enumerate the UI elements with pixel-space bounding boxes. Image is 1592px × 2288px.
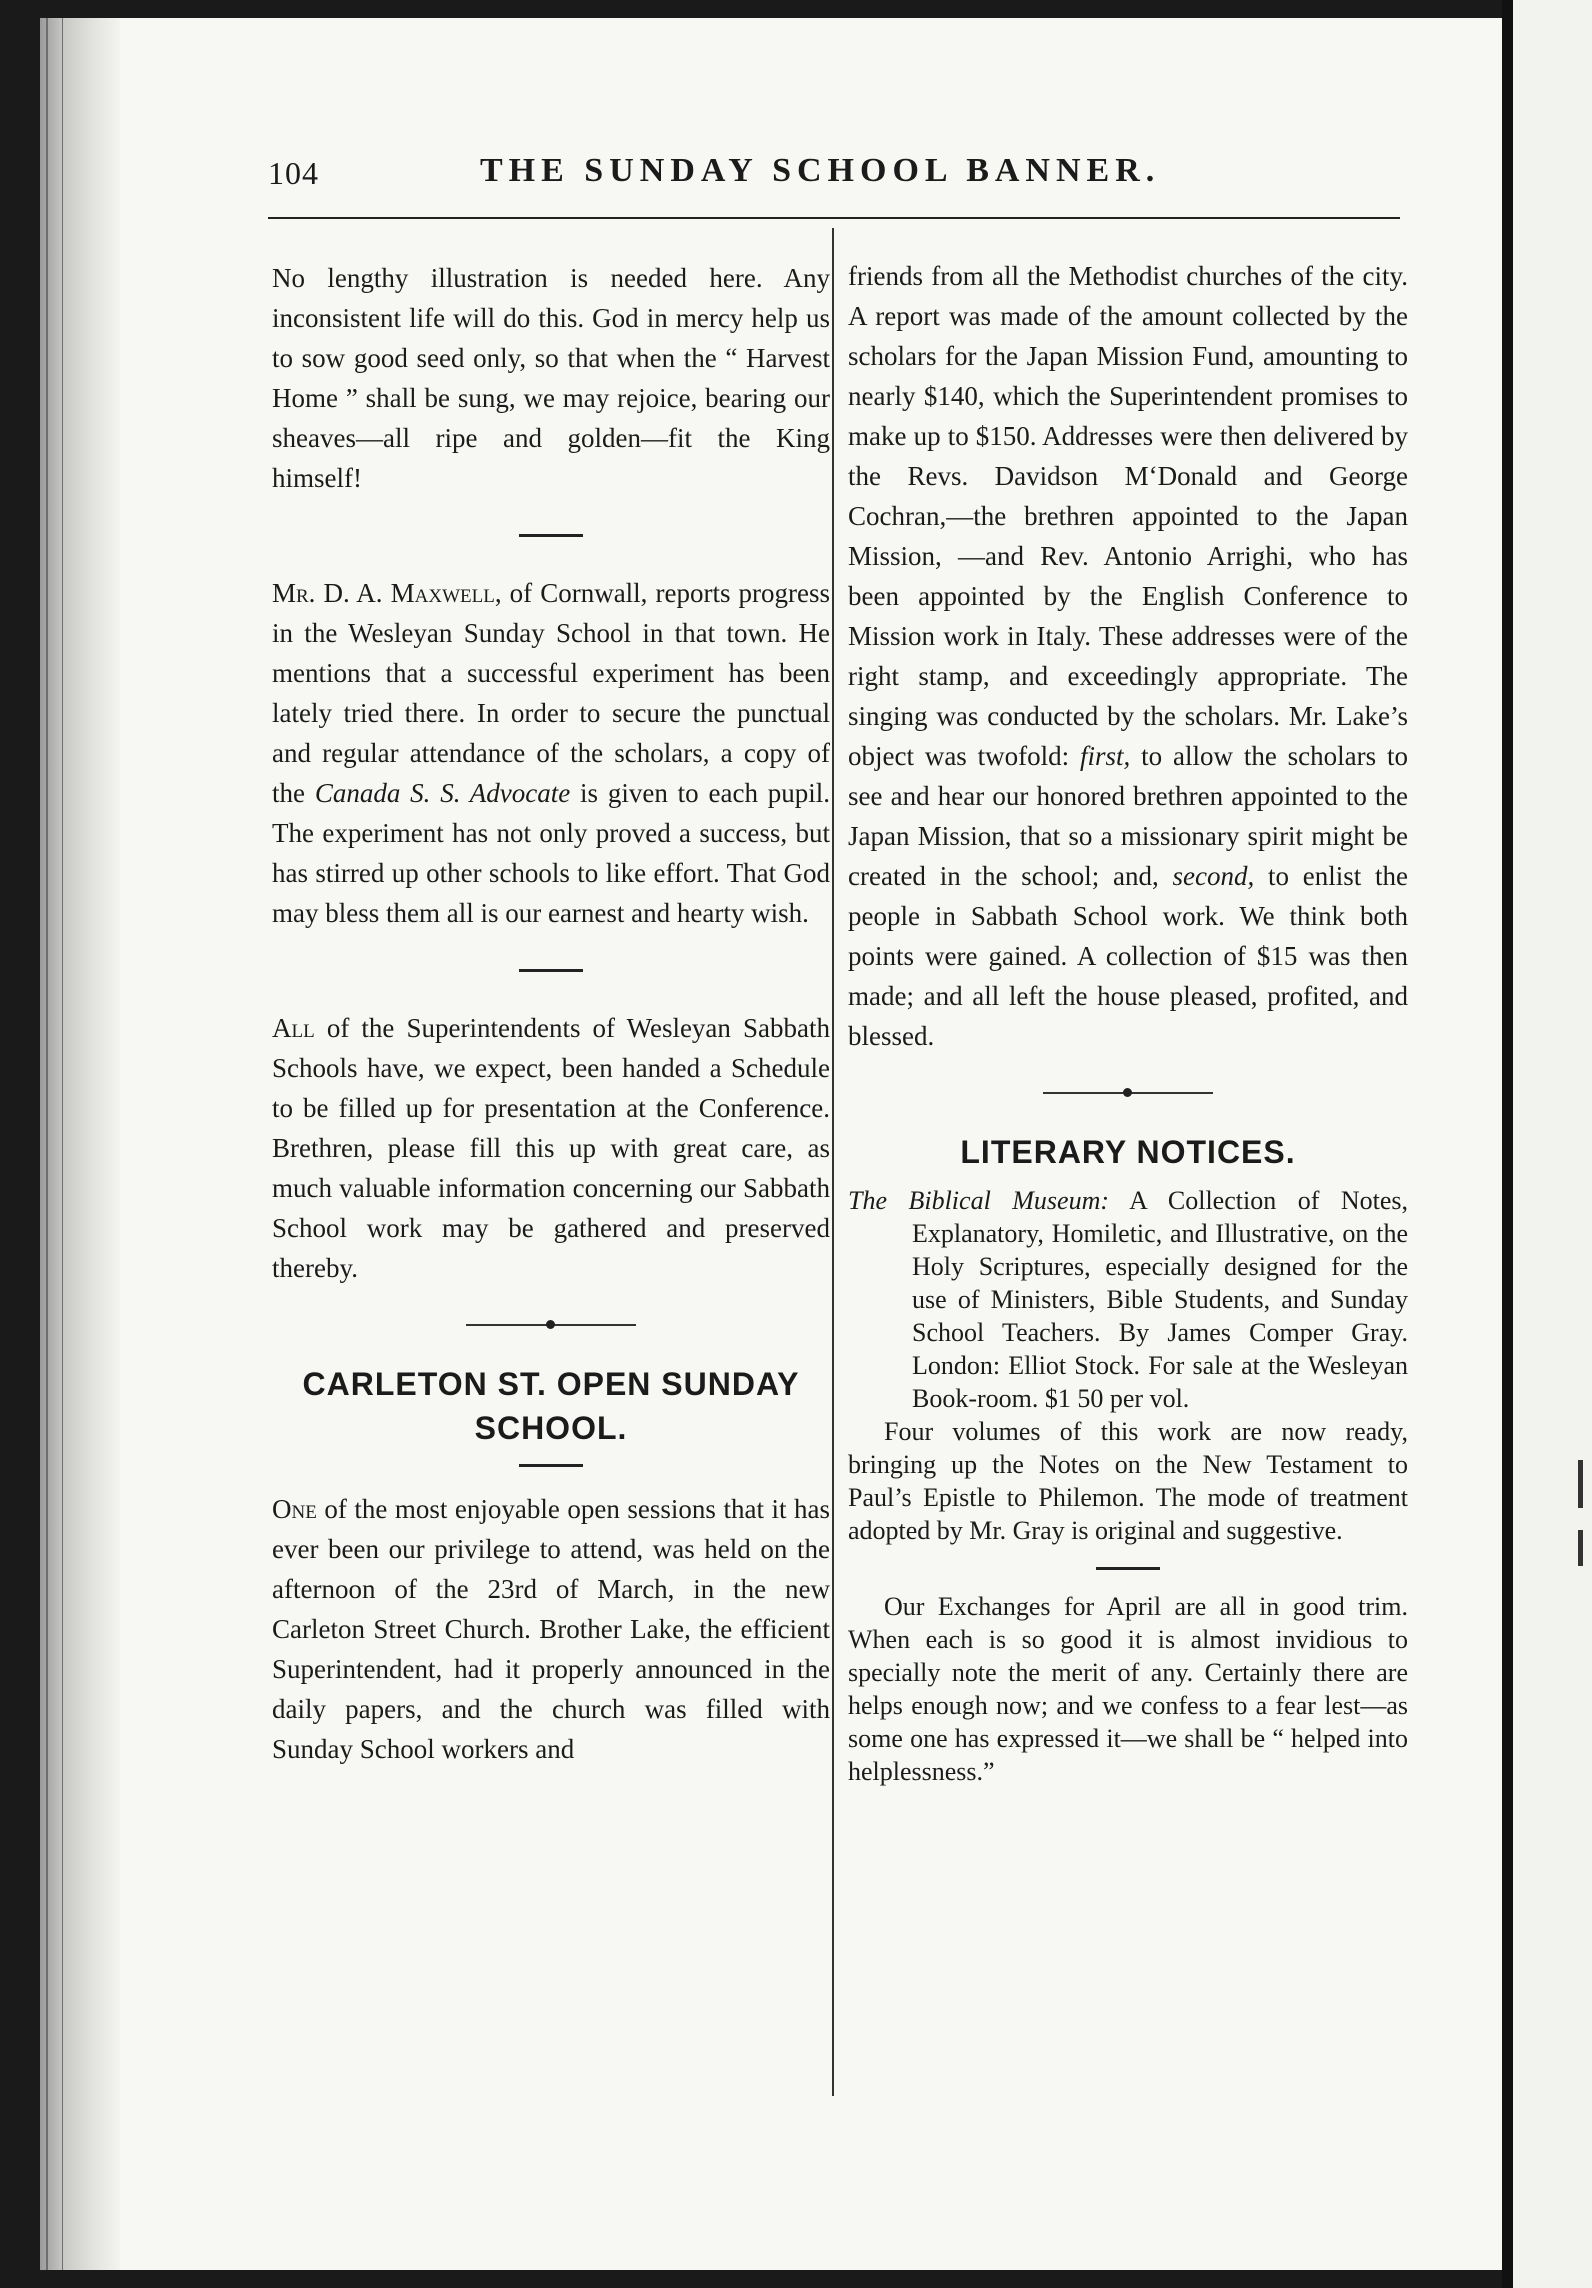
section-rule bbox=[1096, 1567, 1160, 1570]
header-rule bbox=[268, 217, 1400, 219]
running-title: THE SUNDAY SCHOOL BANNER. bbox=[480, 152, 1161, 189]
paragraph: Mr. D. A. Maxwell, of Cornwall, reports progress in the Wesleyan Sunday School in that town. He mentions that a successful experiment has been lately tried there. In order to secure the punctual and regular attendance of the scholars, a copy of the Canada S. S. Advocate is given to each pupil. The experiment has not only proved a success, but has stirred up other schools to like effort. That God may bless them all is our earnest and hearty wish. bbox=[272, 578, 831, 928]
section-heading: LITERARY NOTICES. bbox=[960, 1134, 1296, 1170]
book-title: The Biblical Museum: bbox=[848, 1186, 1110, 1215]
section-rule bbox=[519, 534, 583, 537]
book-spine-shadow bbox=[40, 18, 120, 2270]
paragraph-lead: All bbox=[272, 1013, 315, 1043]
section-rule bbox=[519, 1464, 583, 1467]
facing-page-edge bbox=[1513, 0, 1592, 2288]
paragraph: Our Exchanges for April are all in good trim. When each is so good it is almost invidious to specially note the merit of any. Certainly there are helps enough now; and we confess to a fear lest—as some one has expressed it—we shall be “ helped into helplessness.” bbox=[848, 1592, 1408, 1786]
dotted-divider bbox=[1043, 1086, 1213, 1100]
spine-line bbox=[62, 18, 63, 2270]
paragraph: All of the Superintendents of Wesleyan Sabbath Schools have, we expect, been handed a Schedule to be filled up for presentation at the Conference. Brethren, please fill this up with great care, as much valuable information concerning our Sabbath School work may be gathered and preserved thereby. bbox=[272, 1013, 830, 1283]
facing-page-mark bbox=[1578, 1530, 1583, 1566]
column-divider bbox=[832, 228, 834, 2096]
dotted-divider bbox=[466, 1318, 636, 1332]
spine-line bbox=[46, 18, 48, 2270]
paragraph: Four volumes of this work are now ready, bringing up the Notes on the New Testament to Paul’s Epistle to Philemon. The mode of treatment adopted by Mr. Gray is original and suggestive. bbox=[848, 1417, 1408, 1545]
paragraph: One of the most enjoyable open sessions that it has ever been our privilege to attend, was held on the afternoon of the 23rd of March, in the new Carleton Street Church. Brother Lake, the efficient Superintendent, had it properly announced in the daily papers, and the church was filled with Sunday School workers and bbox=[272, 1494, 830, 1764]
book-notice: The Biblical Museum: A Collection of Notes, Explanatory, Homiletic, and Illustrative, on the Holy Scriptures, especially designed for the use of Ministers, Bible Students, and Sunday School Teachers. By James Comper Gray. London: Elliot Stock. For sale at the Wesleyan Book-room. $1 50 per vol. bbox=[848, 1186, 1408, 1413]
facing-page-mark bbox=[1578, 1460, 1583, 1508]
paragraph-lead: Mr. D. A. Maxwell, bbox=[272, 578, 502, 608]
paragraph: No lengthy illustration is needed here. Any inconsistent life will do this. God in mercy help us to sow good seed only, so that when the “ Harvest Home ” shall be sung, we may rejoice, bearing our sheaves—all ripe and golden—fit the King himself! bbox=[272, 263, 830, 493]
section-rule bbox=[519, 969, 583, 972]
section-heading: CARLETON ST. OPEN SUNDAY SCHOOL. bbox=[302, 1366, 800, 1446]
page-gutter bbox=[1502, 0, 1513, 2288]
left-column bbox=[272, 258, 830, 1769]
page-number: 104 bbox=[268, 155, 319, 191]
paragraph-lead: One bbox=[272, 1494, 317, 1524]
right-column bbox=[848, 256, 1408, 1788]
paragraph: friends from all the Methodist churches of the city. A report was made of the amount collected by the scholars for the Japan Mission Fund, amounting to nearly $140, which the Superintendent promises to make up to $150. Addresses were then delivered by the Revs. Davidson M‘Donald and George Cochran,—the brethren appointed to the Japan Mission, —and Rev. Antonio Arrighi, who has been appointed by the English Conference to Mission work in Italy. These addresses were of the right stamp, and exceedingly appropriate. The singing was conducted by the scholars. Mr. Lake’s object was twofold: first, to allow the scholars to see and hear our honored brethren appointed to the Japan Mission, that so a missionary spirit might be created in the school; and, second, to enlist the people in Sabbath School work. We think both points were gained. A collection of $15 was then made; and all left the house pleased, profited, and blessed. bbox=[848, 261, 1408, 1051]
periodical-title: Canada S. S. Advocate bbox=[314, 778, 571, 808]
